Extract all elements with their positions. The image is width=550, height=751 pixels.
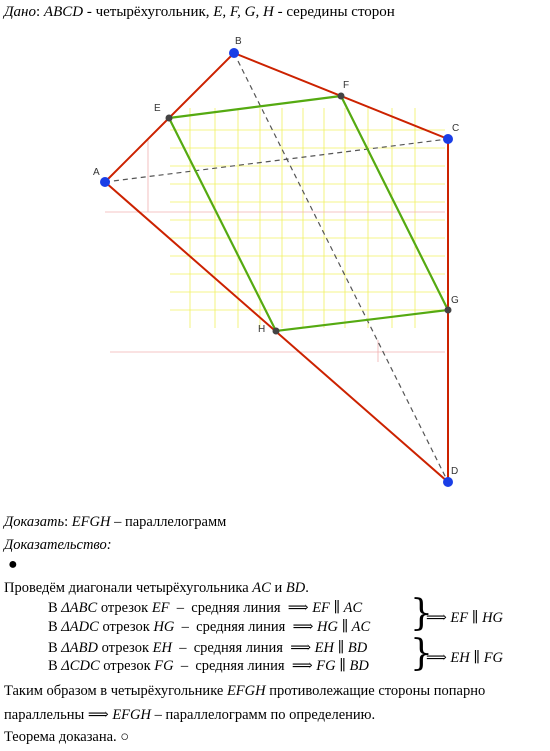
row-segment: EH [152, 640, 172, 656]
conclusion-arrow: ⟹ [87, 707, 113, 723]
row-conclusion: EF ∥ AC [312, 600, 363, 616]
row-mid: отрезок [99, 658, 155, 674]
point-e [166, 115, 173, 122]
proof-heading: Доказательство: [4, 537, 112, 553]
intro-line [4, 580, 309, 597]
result-line [426, 610, 503, 627]
midline-row [48, 619, 370, 636]
result-arrow: ⟹ [426, 650, 451, 666]
row-arrow: ⟹ [292, 619, 318, 635]
label-h: H [258, 324, 266, 335]
row-arrow: ⟹ [290, 640, 315, 656]
point-c [443, 134, 453, 144]
label-e: E [154, 103, 161, 114]
given-label: Дано [4, 4, 36, 20]
theorem-proved: Теорема доказана. [4, 729, 117, 745]
label-g: G [451, 295, 459, 306]
row-conclusion: HG ∥ AC [317, 619, 371, 635]
parallelogram-efgh [169, 96, 448, 331]
bullet: ● [8, 556, 18, 573]
row-mid: отрезок [97, 600, 152, 616]
row-dash: – средняя линия [169, 600, 288, 616]
row-arrow: ⟹ [291, 658, 317, 674]
row-dash: – средняя линия [173, 658, 292, 674]
row-prefix: В [48, 658, 62, 674]
intro-text: Проведём диагонали четырёхугольника [4, 580, 253, 596]
point-d [443, 477, 453, 487]
conclusion-text: – параллелограмм по определению. [151, 707, 376, 723]
prove-text: – параллелограмм [110, 514, 227, 530]
given-points: E, F, G, H [213, 4, 274, 20]
given-colon: : [36, 4, 41, 20]
intro-diag-2: BD [285, 580, 306, 596]
row-conclusion: FG ∥ BD [316, 658, 369, 674]
label-a: A [93, 167, 100, 178]
row-segment: HG [153, 619, 175, 635]
conclusion-text: Таким образом в четырёхугольнике [4, 683, 227, 699]
conclusion-line-2 [4, 707, 375, 724]
label-b: B [235, 36, 242, 47]
qed-mark: ○ [116, 729, 130, 745]
row-segment: FG [154, 658, 174, 674]
row-mid: отрезок [98, 619, 154, 635]
conclusion-quad: EFGH [112, 707, 151, 723]
prove-colon: : [64, 514, 69, 530]
result-arrow: ⟹ [426, 610, 451, 626]
row-mid: отрезок [98, 640, 153, 656]
prove-line [4, 514, 226, 531]
point-g [445, 307, 452, 314]
row-triangle: ΔADC [61, 619, 99, 635]
given-quad-text: - четырёхугольник, [83, 4, 214, 20]
intro-end: . [305, 580, 309, 596]
quadrilateral-figure [0, 24, 550, 504]
row-triangle: ΔABD [61, 640, 98, 656]
result-line [426, 650, 503, 667]
row-triangle: ΔCDC [61, 658, 100, 674]
intro-diag-1: AC [252, 580, 271, 596]
point-a [100, 177, 110, 187]
diagonal-ac [105, 139, 448, 182]
point-b [229, 48, 239, 58]
conclusion-line-1 [4, 683, 485, 700]
point-h [273, 328, 280, 335]
conclusion-line-3 [4, 729, 129, 746]
given-mid-text: - середины сторон [273, 4, 395, 20]
row-segment: EF [151, 600, 170, 616]
conclusion-quad: EFGH [226, 683, 266, 699]
row-prefix: В [48, 600, 62, 616]
midline-row [48, 600, 362, 617]
given-quad: ABCD [43, 4, 84, 20]
row-conclusion: EH ∥ BD [314, 640, 368, 656]
label-d: D [451, 466, 459, 477]
midline-row [48, 658, 369, 675]
intro-and: и [270, 580, 286, 596]
point-f [338, 93, 345, 100]
row-dash: – средняя линия [171, 640, 291, 656]
row-prefix: В [48, 619, 62, 635]
row-arrow: ⟹ [287, 600, 313, 616]
row-dash: – средняя линия [174, 619, 293, 635]
conclusion-text: противолежащие стороны попарно [265, 683, 486, 699]
right-brace: } [410, 633, 433, 674]
right-brace: } [410, 593, 433, 634]
result-text: EF ∥ HG [450, 610, 504, 626]
given-line [4, 4, 395, 21]
diagonal-bd [234, 53, 448, 482]
prove-label: Доказать [4, 514, 65, 530]
label-f: F [343, 80, 350, 91]
conclusion-text: параллельны [4, 707, 88, 723]
prove-quad: EFGH [71, 514, 111, 530]
row-prefix: В [48, 640, 62, 656]
result-text: EH ∥ FG [450, 650, 504, 666]
midline-row [48, 640, 367, 657]
row-triangle: ΔABC [61, 600, 98, 616]
label-c: C [452, 123, 460, 134]
quadrilateral-abcd [105, 53, 448, 482]
